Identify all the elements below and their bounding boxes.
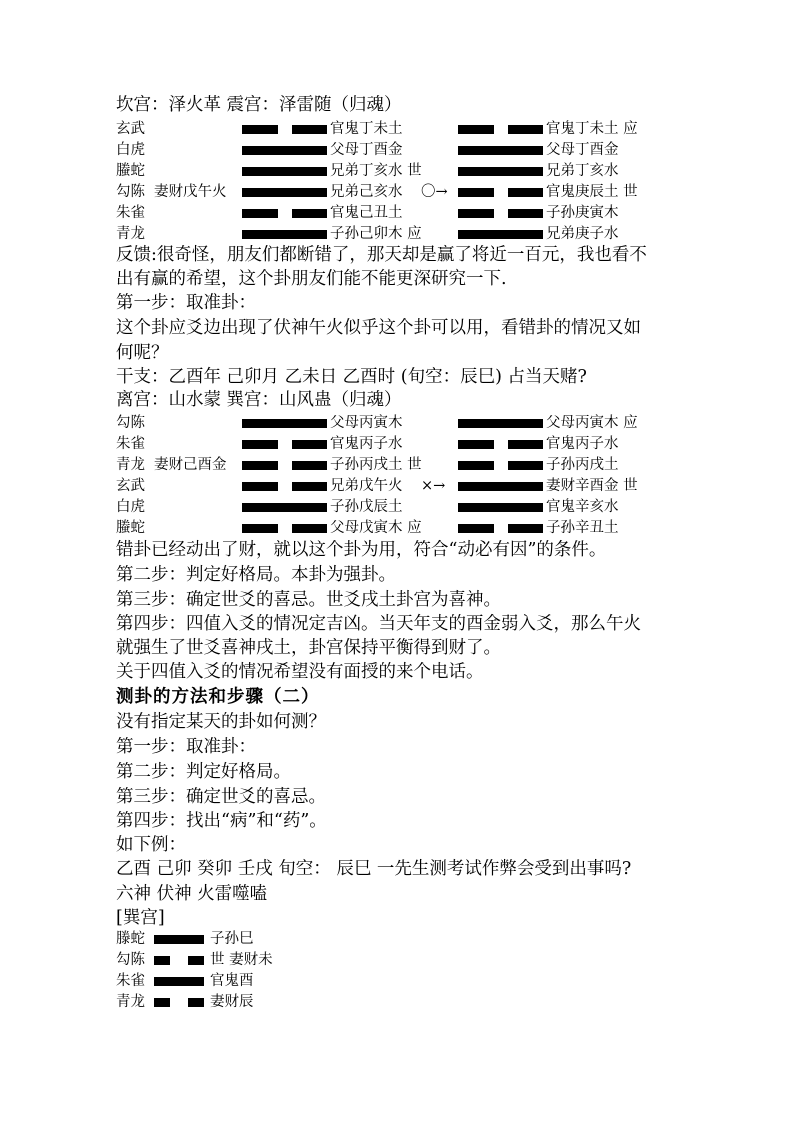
yao-text: 世 妻财未 <box>210 952 273 968</box>
gua3-yang-line <box>154 977 204 986</box>
example-header: 六神 伏神 火雷噬嗑 <box>116 884 268 904</box>
six-god: 青龙 <box>116 994 145 1010</box>
bian-gua-yin-right <box>508 461 544 470</box>
bian-gua-text: 兄弟丁亥水 <box>546 163 619 179</box>
gua3-yin-left <box>154 956 170 965</box>
bian-gua-text: 子孙丙戌土 <box>546 457 619 473</box>
bian-gua-text: 官鬼辛亥水 <box>546 499 619 515</box>
step-3: 第三步：确定世爻的喜忌。世爻戌土卦宫为喜神。 <box>116 590 501 610</box>
ben-gua-text: 父母丁酉金 <box>330 142 403 158</box>
bian-gua-yang-line <box>458 167 543 176</box>
ben-gua-text: 兄弟戊午火 <box>330 478 403 494</box>
palace-title-1: 坎宫：泽火革 震宫：泽雷随（归魂） <box>116 95 402 115</box>
six-god: 白虎 <box>116 142 145 158</box>
step-1: 第一步：取准卦： <box>116 293 256 313</box>
bian-gua-yin-left <box>458 440 494 449</box>
fu-shen: 妻财戊午火 <box>154 184 227 200</box>
ben-gua-text: 子孙丙戌土 世 <box>330 457 422 473</box>
six-god: 青龙 <box>116 457 145 473</box>
ben-gua-yang-line <box>242 188 327 197</box>
palace-title-2: 离宫：山水蒙 巽宫：山风蛊（归魂） <box>116 390 402 410</box>
ben-gua-yang-line <box>242 419 327 428</box>
feedback-line-1: 反馈:很奇怪，朋友们都断错了，那天却是赢了将近一百元，我也看不 <box>116 245 647 265</box>
six-god: 勾陈 <box>116 952 145 968</box>
bian-gua-yin-right <box>508 125 544 134</box>
bian-gua-yin-right <box>508 524 544 533</box>
moving-mark: 〇→ <box>421 184 448 200</box>
six-god: 螣蛇 <box>116 520 145 536</box>
section-heading: 测卦的方法和步骤（二） <box>116 687 320 707</box>
yao-text: 妻财辰 <box>210 994 254 1010</box>
ben-gua-yang-line <box>242 167 327 176</box>
example-ganzhi: 乙酉 己卯 癸卯 壬戌 旬空： 辰巳 一先生测考试作弊会受到出事吗? <box>116 859 632 879</box>
paragraph-1a: 这个卦应爻边出现了伏神午火似乎这个卦可以用，看错卦的情况又如 <box>116 318 641 338</box>
six-god: 勾陈 <box>116 415 145 431</box>
bian-gua-yin-left <box>458 188 494 197</box>
bian-gua-text: 官鬼丙子水 <box>546 436 619 452</box>
bian-gua-text: 官鬼丁未土 应 <box>546 121 638 137</box>
ben-gua-text: 官鬼己丑土 <box>330 205 403 221</box>
fu-shen: 妻财己酉金 <box>154 457 227 473</box>
gua3-yin-right <box>188 998 204 1007</box>
bian-gua-yin-left <box>458 524 494 533</box>
gua3-yin-left <box>154 998 170 1007</box>
ganzhi-line: 干支：乙酉年 己卯月 乙未日 乙酉时 (旬空：辰巳) 占当天赌? <box>116 367 587 387</box>
bian-gua-text: 妻财辛酉金 世 <box>546 478 638 494</box>
step-list-1: 第一步：取准卦： <box>116 737 256 757</box>
ben-gua-text: 官鬼丙子水 <box>330 436 403 452</box>
ben-gua-text: 子孙己卯木 应 <box>330 226 422 242</box>
ben-gua-yin-left <box>242 461 278 470</box>
paragraph-1b: 何呢？ <box>116 343 169 363</box>
six-god: 朱雀 <box>116 436 145 452</box>
ben-gua-yang-line <box>242 146 327 155</box>
six-god: 青龙 <box>116 226 145 242</box>
ben-gua-text: 官鬼丁未土 <box>330 121 403 137</box>
step-list-2: 第二步：判定好格局。 <box>116 762 291 782</box>
ben-gua-text: 兄弟丁亥水 世 <box>330 163 422 179</box>
ben-gua-yin-right <box>292 125 328 134</box>
six-god: 朱雀 <box>116 205 145 221</box>
step-list-3: 第三步：确定世爻的喜忌。 <box>116 787 326 807</box>
step-list-4: 第四步：找出“病”和“药”。 <box>116 811 327 831</box>
ben-gua-yin-right <box>292 461 328 470</box>
ben-gua-yin-left <box>242 482 278 491</box>
bian-gua-yin-left <box>458 125 494 134</box>
bian-gua-yin-right <box>508 188 544 197</box>
bian-gua-yin-left <box>458 209 494 218</box>
bian-gua-yang-line <box>458 419 543 428</box>
ben-gua-yang-line <box>242 503 327 512</box>
bian-gua-text: 官鬼庚辰土 世 <box>546 184 638 200</box>
yao-text: 官鬼酉 <box>210 973 254 989</box>
gua3-yin-right <box>188 956 204 965</box>
example-label: 如下例： <box>116 835 186 855</box>
ben-gua-yin-left <box>242 125 278 134</box>
ben-gua-text: 父母丙寅木 <box>330 415 403 431</box>
bian-gua-text: 父母丁酉金 <box>546 142 619 158</box>
six-god: 白虎 <box>116 499 145 515</box>
bian-gua-yin-right <box>508 440 544 449</box>
bian-gua-text: 父母丙寅木 应 <box>546 415 638 431</box>
question-line: 没有指定某天的卦如何测？ <box>116 712 326 732</box>
bian-gua-yin-right <box>508 209 544 218</box>
six-god: 玄武 <box>116 121 145 137</box>
six-god: 朱雀 <box>116 973 145 989</box>
bian-gua-text: 兄弟庚子水 <box>546 226 619 242</box>
ben-gua-yin-right <box>292 482 328 491</box>
palace-label: [巽宫] <box>116 908 165 928</box>
step-4a: 第四步：四值入爻的情况定吉凶。当天年支的酉金弱入爻，那么午火 <box>116 614 641 634</box>
ben-gua-text: 子孙戊辰土 <box>330 499 403 515</box>
bian-gua-yang-line <box>458 503 543 512</box>
feedback-line-2: 出有赢的希望，这个卦朋友们能不能更深研究一下. <box>116 269 507 289</box>
paragraph-guanyu: 关于四值入爻的情况希望没有面授的来个电话。 <box>116 662 484 682</box>
moving-mark: ×→ <box>421 478 446 494</box>
ben-gua-yin-left <box>242 209 278 218</box>
bian-gua-yang-line <box>458 230 543 239</box>
ben-gua-yin-right <box>292 209 328 218</box>
ben-gua-yang-line <box>242 230 327 239</box>
ben-gua-text: 父母戊寅木 应 <box>330 520 422 536</box>
six-god: 勾陈 <box>116 184 145 200</box>
ben-gua-yin-right <box>292 524 328 533</box>
bian-gua-yang-line <box>458 482 543 491</box>
bian-gua-text: 子孙辛丑土 <box>546 520 619 536</box>
bian-gua-yang-line <box>458 146 543 155</box>
yao-text: 子孙巳 <box>210 931 254 947</box>
six-god: 玄武 <box>116 478 145 494</box>
step-4b: 就强生了世爻喜神戌土，卦宫保持平衡得到财了。 <box>116 638 501 658</box>
ben-gua-yin-left <box>242 524 278 533</box>
bian-gua-text: 子孙庚寅木 <box>546 205 619 221</box>
step-2: 第二步：判定好格局。本卦为强卦。 <box>116 565 396 585</box>
ben-gua-text: 兄弟己亥水 <box>330 184 403 200</box>
six-god: 螣蛇 <box>116 163 145 179</box>
paragraph-cuogua: 错卦已经动出了财，就以这个卦为用，符合“动必有因”的条件。 <box>116 540 607 560</box>
six-god: 滕蛇 <box>116 931 145 947</box>
ben-gua-yin-right <box>292 440 328 449</box>
ben-gua-yin-left <box>242 440 278 449</box>
gua3-yang-line <box>154 935 204 944</box>
bian-gua-yin-left <box>458 461 494 470</box>
